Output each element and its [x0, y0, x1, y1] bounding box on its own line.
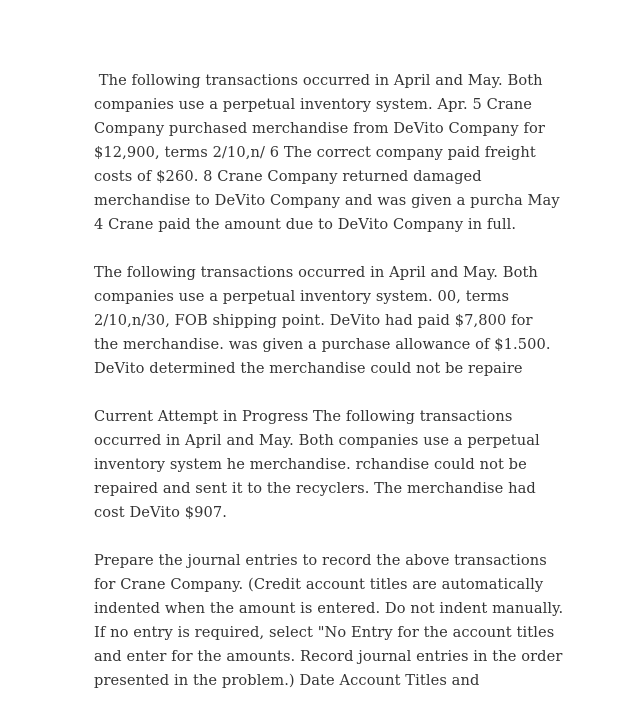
text-line: and enter for the amounts. Record journal entries in the order — [94, 648, 563, 665]
text-line: for Crane Company. (Credit account titles are automatically — [94, 576, 544, 593]
paragraph-shipping-terms — [94, 261, 564, 381]
text-line: 4 Crane paid the amount due to DeVito Company in full. — [94, 216, 517, 233]
text-line: Current Attempt in Progress The following transactions — [94, 408, 513, 425]
text-line: repaired and sent it to the recyclers. The merchandise had — [94, 480, 536, 497]
text-line: Prepare the journal entries to record the above transactions — [94, 552, 547, 569]
text-line: $12,900, terms 2/10,n/ 6 The correct company paid freight — [94, 144, 536, 161]
paragraph-current-attempt — [94, 405, 564, 525]
text-line: occurred in April and May. Both companies use a perpetual — [94, 432, 540, 449]
paragraph-instructions — [94, 549, 564, 693]
text-line: companies use a perpetual inventory system. 00, terms — [94, 288, 510, 305]
text-line: indented when the amount is entered. Do not indent manually. — [94, 600, 564, 617]
text-line: The following transactions occurred in April and May. Both — [94, 72, 543, 89]
text-line: The following transactions occurred in April and May. Both — [94, 264, 538, 281]
text-line: companies use a perpetual inventory system. Apr. 5 Crane — [94, 96, 533, 113]
text-line: inventory system he merchandise. rchandise could not be — [94, 456, 527, 473]
text-line: the merchandise. was given a purchase allowance of $1.500. — [94, 336, 551, 353]
text-line: Company purchased merchandise from DeVito Company for — [94, 120, 545, 137]
paragraph-intro-transactions — [94, 69, 564, 237]
text-line: costs of $260. 8 Crane Company returned damaged — [94, 168, 482, 185]
document-body — [94, 69, 564, 717]
text-line: 2/10,n/30, FOB shipping point. DeVito had paid $7,800 for — [94, 312, 533, 329]
text-line: If no entry is required, select "No Entry for the account titles — [94, 624, 555, 641]
text-line: DeVito determined the merchandise could not be repaire — [94, 360, 523, 377]
text-line: presented in the problem.) Date Account Titles and — [94, 672, 480, 689]
text-line: merchandise to DeVito Company and was given a purcha May — [94, 192, 560, 209]
text-line: cost DeVito $907. — [94, 504, 228, 521]
